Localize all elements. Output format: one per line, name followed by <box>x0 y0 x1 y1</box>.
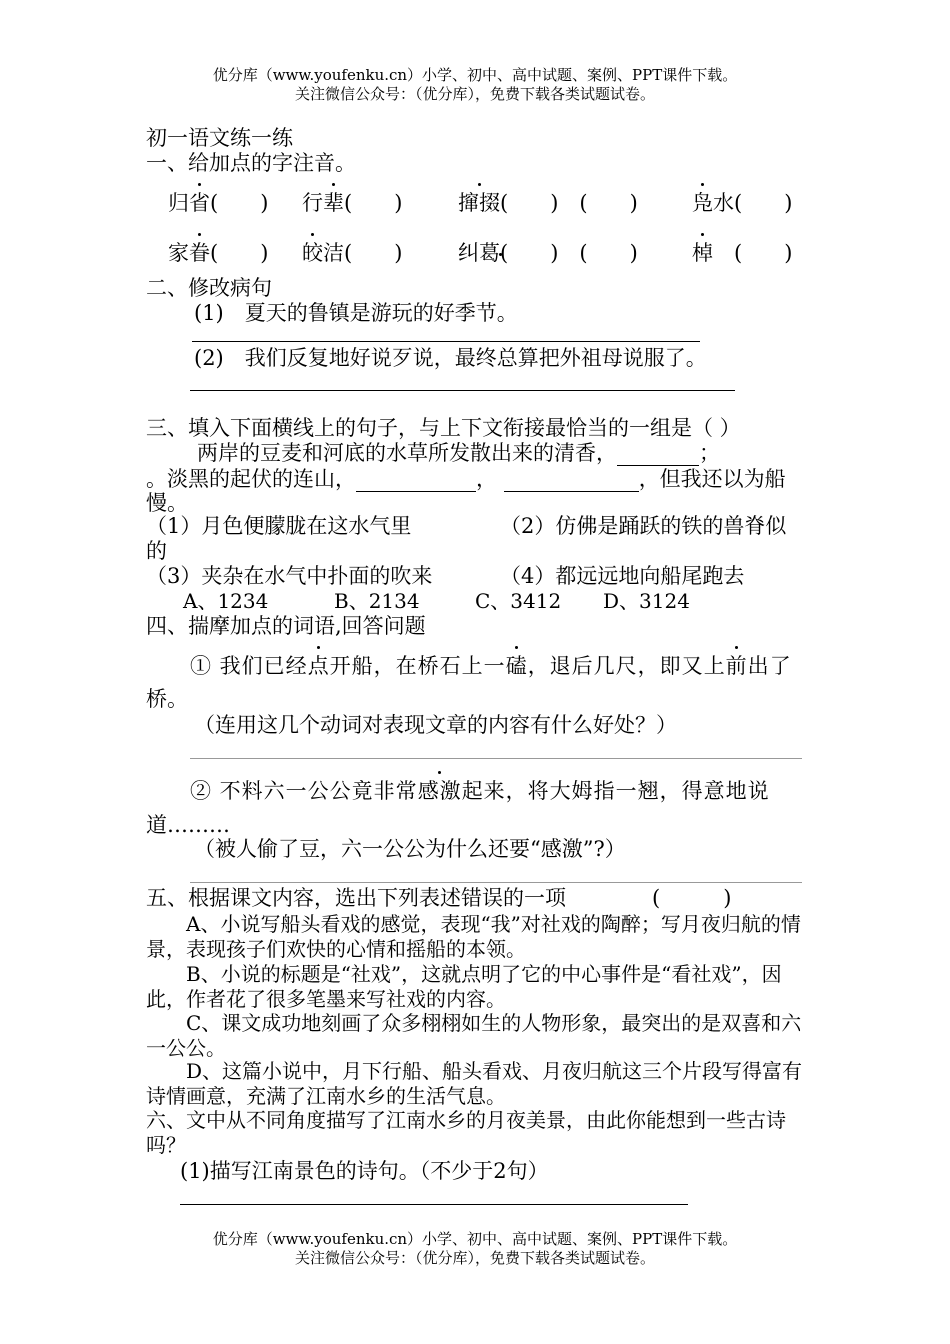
answer-line <box>180 1204 688 1205</box>
q1-item: 纠葛( ) ( ) <box>458 241 638 265</box>
q3-option-1: （1）月色便朦胧在这水气里 <box>146 514 412 538</box>
q4-sentence-1-end: 桥。 <box>146 687 188 711</box>
answer-line <box>192 341 700 342</box>
q3-option-4: （4）都远远地向船尾跑去 <box>500 564 745 588</box>
q3-option-3: （3）夹杂在水气中扑面的吹来 <box>146 564 433 588</box>
q5-option-d: D、这篇小说中，月下行船、船头看戏、月夜归航这三个片段写得富有诗情画意，充满了江南水乡的生活气息。 <box>146 1059 803 1108</box>
q3-passage-2: 。淡黑的起伏的连山， ， ，但我还以为船 <box>146 467 786 491</box>
q5-option-a: A、小说写船头看戏的感觉，表现“我”对社戏的陶醉；写月夜归航的情景，表现孩子们欢快的心情和摇船的本领。 <box>146 912 801 961</box>
q2-sentence-2: (2) 我们反复地好说歹说，最终总算把外祖母说服了。 <box>194 346 707 370</box>
q2-sentence-1: (1) 夏天的鲁镇是游玩的好季节。 <box>194 301 518 325</box>
q5-option-c: C、课文成功地刻画了众多栩栩如生的人物形象，最突出的是双喜和六一公公。 <box>146 1011 802 1060</box>
q3-choice-a: A、1234 <box>183 589 269 613</box>
q1-item: 撺掇( ) ( ) <box>458 191 638 215</box>
answer-line <box>190 882 802 883</box>
q3-choice-b: B、2134 <box>334 589 420 613</box>
q3-option-2: （2）仿佛是踊跃的铁的兽脊似 <box>500 514 787 538</box>
q4-sentence-1: ① 我们已经点开船，在桥石上一磕，退后几尺，即又上前出了 <box>190 654 792 678</box>
q5-option-b: B、小说的标题是“社戏”，这就点明了它的中心事件是“看社戏”，因此，作者花了很多笔墨来写社戏的内容。 <box>146 962 782 1011</box>
q6-sentence-1: (1)描写江南景色的诗句。（不少于2句） <box>180 1159 549 1183</box>
q3-option-2-cont: 的 <box>146 539 167 563</box>
page-title: 初一语文练一练 <box>146 126 293 150</box>
q1-heading: 一、给加点的字注音。 <box>146 151 356 175</box>
q4-question-1: （连用这几个动词对表现文章的内容有什么好处？） <box>194 713 677 737</box>
q4-heading: 四、揣摩加点的词语,回答问题 <box>146 614 426 638</box>
q5-heading: 五、根据课文内容，选出下列表述错误的一项 <box>146 886 566 910</box>
answer-line <box>190 758 802 759</box>
q1-item: 皎洁( ) <box>302 241 403 265</box>
q3-choice-d: D、3124 <box>603 589 690 613</box>
q1-item: 家眷( ) <box>168 241 269 265</box>
q4-question-2: （被人偷了豆，六一公公为什么还要“感激”?） <box>194 837 626 861</box>
answer-line <box>190 390 735 391</box>
header-line-1: 优分库（www.youfenku.cn）小学、初中、高中试题、案例、PPT课件下载。 <box>212 66 738 84</box>
q3-choice-c: C、3412 <box>475 589 562 613</box>
q4-sentence-2-end: 道……… <box>146 813 230 837</box>
q1-item: 棹 ( ) <box>692 241 793 265</box>
q3-passage-1: 两岸的豆麦和河底的水草所发散出来的清香， ； <box>197 441 720 465</box>
q5-answer-paren: ( ) <box>652 886 732 910</box>
header-line-2: 关注微信公众号：（优分库），免费下载各类试题试卷。 <box>294 85 655 103</box>
footer-line-1: 优分库（www.youfenku.cn）小学、初中、高中试题、案例、PPT课件下载。 <box>212 1230 738 1248</box>
q3-passage-3: 慢。 <box>146 491 188 515</box>
q3-heading: 三、填入下面横线上的句子，与上下文衔接最恰当的一组是（ ） <box>146 416 741 440</box>
q1-item: 凫水( ) <box>692 191 793 215</box>
footer-line-2: 关注微信公众号：（优分库），免费下载各类试题试卷。 <box>294 1249 655 1267</box>
q4-sentence-2: ② 不料六一公公竟非常感激起来，将大姆指一翘，得意地说 <box>190 779 770 803</box>
q2-heading: 二、修改病句 <box>146 276 272 300</box>
q6-heading: 六、文中从不同角度描写了江南水乡的月夜美景，由此你能想到一些古诗吗？ <box>146 1108 786 1157</box>
q1-item: 行辈( ) <box>302 191 403 215</box>
q1-item: 归省( ) <box>168 191 269 215</box>
